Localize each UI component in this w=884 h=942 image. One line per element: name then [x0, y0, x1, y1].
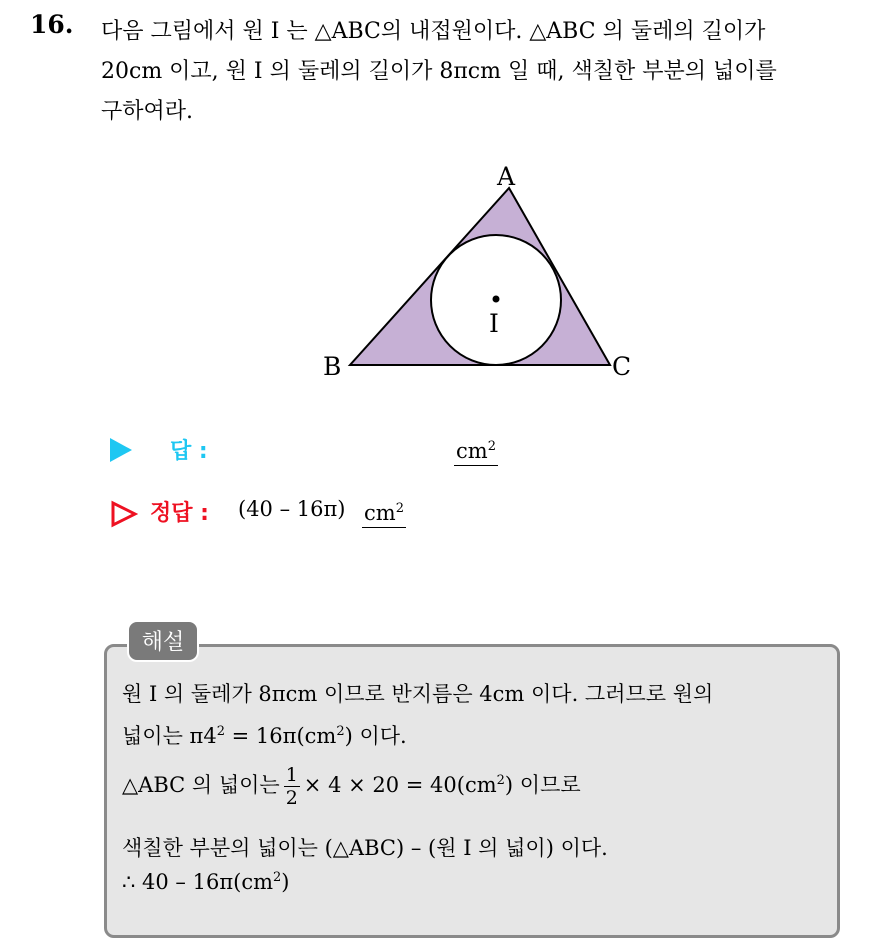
exp3-mid: × 4 × 20 = 40(cm	[303, 773, 497, 797]
fraction-denominator: 2	[285, 787, 298, 809]
answer-blank[interactable]	[454, 434, 498, 466]
explanation-line-4: 색칠한 부분의 넓이는 (△ABC) – (원 I 의 넓이) 이다.	[122, 836, 608, 860]
label-a: A	[497, 162, 516, 191]
exp3-post: ) 이므로	[504, 773, 581, 797]
question-text	[101, 12, 871, 132]
question-line-3: 구하여라.	[101, 99, 194, 124]
solution-value: (40 – 16π)	[238, 497, 346, 521]
label-c: C	[612, 352, 632, 381]
exp2-pre: 넓이는 π4	[122, 724, 217, 748]
answer-unit-exponent: 2	[487, 439, 496, 454]
exp2-exp: 2	[216, 724, 225, 739]
exp5-pre: ∴ 40 – 16π(cm	[122, 870, 273, 894]
fraction-one-half	[284, 764, 300, 809]
answer-label: 답 :	[170, 439, 208, 464]
exp5-exp: 2	[273, 870, 282, 885]
explanation-tag: 해설	[127, 620, 199, 662]
exp3-pre: △ABC 의 넓이는	[122, 773, 280, 797]
question-line-2: 20cm 이고, 원 I 의 둘레의 길이가 8πcm 일 때, 색칠한 부분의 넓이를	[101, 59, 777, 84]
solution-row	[108, 494, 588, 534]
outline-triangle-icon	[110, 500, 138, 528]
solution-unit: cm	[364, 501, 396, 525]
label-i: I	[489, 309, 499, 338]
exp2-exp2: 2	[336, 724, 345, 739]
play-triangle-icon	[110, 438, 132, 462]
answer-row	[108, 432, 588, 472]
question-number: 16.	[30, 10, 74, 39]
exp2-post: ) 이다.	[344, 724, 407, 748]
exp3-exp: 2	[496, 773, 505, 788]
answer-unit: cm	[456, 439, 488, 463]
exp2-mid: = 16π(cm	[224, 724, 337, 748]
label-b: B	[323, 352, 342, 381]
solution-label: 정답 :	[150, 501, 209, 526]
incenter-point	[493, 296, 500, 303]
explanation-line-5	[122, 870, 289, 894]
explanation-line-3	[122, 764, 581, 809]
exp5-post: )	[281, 870, 290, 894]
figure-svg	[320, 158, 640, 388]
solution-unit-box	[362, 496, 406, 528]
triangle-figure	[320, 158, 640, 388]
fraction-numerator: 1	[285, 764, 298, 786]
solution-unit-exponent: 2	[395, 501, 404, 516]
explanation-line-1: 원 I 의 둘레가 8πcm 이므로 반지름은 4cm 이다. 그러므로 원의	[122, 682, 714, 706]
question-line-1: 다음 그림에서 원 I 는 △ABC의 내접원이다. △ABC 의 둘레의 길이가	[101, 19, 766, 44]
explanation-line-2	[122, 720, 407, 750]
